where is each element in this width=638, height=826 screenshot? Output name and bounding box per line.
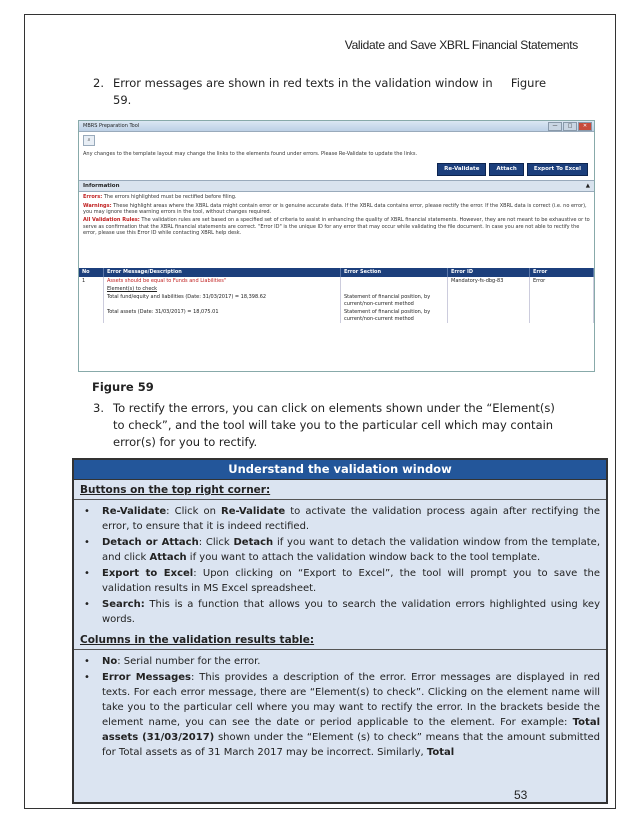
- table-row[interactable]: [79, 308, 594, 323]
- export-to-excel-button[interactable]: Export To Excel: [527, 163, 588, 175]
- attach-button[interactable]: Attach: [489, 163, 523, 175]
- table-row[interactable]: [79, 293, 594, 308]
- results-table: [79, 268, 594, 323]
- element-link[interactable]: Total fund/equity and liabilities (Date: 31/03/2017) = 18,398.62: [104, 293, 341, 308]
- step-number: 2.: [93, 76, 104, 90]
- info-box-title: Understand the validation window: [74, 460, 606, 480]
- list-item: • Export to Excel: Upon clicking on “Export to Excel”, the tool will prompt you to save the validation results in MS Excel spreadsheet.: [84, 568, 600, 594]
- warnings-label: Warnings:: [83, 202, 112, 209]
- errors-text: The errors highlighted must be rectified before filing.: [103, 194, 237, 201]
- column-header[interactable]: Error Message/Description: [104, 268, 341, 276]
- rules-text: The validation rules are set based on a specified set of criteria to assist in enhancing the quality of XBRL financial statements. However, they are not meant to be exhaustive or to serve as confirmation that the XBRL financial statements are correct. "Error ID" is the unique ID for any error that may occur while validating the file document. In case you are not able to rectify the error, please use this Error ID while contacting XBRL help desk.: [83, 217, 590, 237]
- cell-error: Error: [530, 277, 594, 285]
- element-check-label: Element(s) to check: [107, 286, 158, 293]
- running-header: Validate and Save XBRL Financial Statements: [344, 38, 578, 52]
- step-text: To rectify the errors, you can click on elements shown under the “Element(s): [113, 401, 555, 415]
- table-row[interactable]: [79, 277, 594, 285]
- information-header: [79, 180, 594, 192]
- cell-error-id: Mandatory-fs-dbg-83: [448, 277, 530, 285]
- minimize-button[interactable]: —: [548, 122, 562, 131]
- maximize-button[interactable]: □: [563, 122, 577, 131]
- re-validate-button[interactable]: Re-Validate: [437, 163, 486, 175]
- rules-label: All Validation Rules:: [83, 217, 140, 224]
- collapse-icon[interactable]: ▲: [585, 182, 590, 189]
- element-link[interactable]: Total assets (Date: 31/03/2017) = 18,075.01: [104, 308, 341, 323]
- list-item: • Error Messages: This provides a description of the error. Error messages are displayed in red texts. For each error message, there are “Element(s) to check”. Clicking on the element name will take you to the particular cell where you may want to rectify the error. In the brackets beside the element name, you can see the date or period applicable to the element. For example: Total assets (31/03/2017) shown under the “Element (s) to check” means that the amount submitted for Total assets as of 31 March 2017 may be incorrect. Similarly, Total: [84, 672, 600, 758]
- column-header[interactable]: No: [79, 268, 104, 276]
- window-title: MBRS Preparation Tool: [83, 122, 140, 129]
- figure-caption: Figure 59: [92, 380, 154, 394]
- close-button[interactable]: ✕: [578, 122, 592, 131]
- column-header[interactable]: Error ID: [448, 268, 530, 276]
- cell-message: Assets should be equal to Funds and Liabilities": [104, 277, 341, 285]
- cell-section: Statement of financial position, by current/non-current method: [341, 308, 448, 323]
- validation-window-screenshot: [78, 120, 595, 372]
- cell-section: Statement of financial position, by current/non-current method: [341, 293, 448, 308]
- columns-list: [74, 654, 606, 760]
- errors-label: Errors:: [83, 194, 103, 201]
- information-panel: [79, 192, 594, 268]
- section-heading: Buttons on the top right corner:: [80, 484, 271, 496]
- list-item: • Detach or Attach: Click Detach if you want to detach the validation window from the template, and click Attach if you want to attach the validation window back to the tool template.: [84, 537, 600, 563]
- step-text: error(s) for you to rectify.: [113, 435, 258, 449]
- step-number: 3.: [93, 401, 104, 415]
- list-item: • No: Serial number for the error.: [84, 656, 261, 667]
- list-item: • Search: This is a function that allows you to search the validation errors highlighted using key words.: [84, 599, 600, 625]
- search-icon[interactable]: ⌕: [83, 135, 95, 146]
- warnings-text: These highlight areas where the XBRL data might contain error or is genuine accurate data. If the XBRL data contains error, please rectify the error. If the XBRL data is correct (i.e. no error), you may ignore these warning errors in the tool, without changes required.: [83, 202, 587, 216]
- page-number: 53: [514, 788, 528, 802]
- step-text: 59.: [113, 93, 132, 107]
- info-box: [72, 458, 608, 804]
- column-header[interactable]: Error Section: [341, 268, 448, 276]
- column-header[interactable]: Error: [530, 268, 594, 276]
- information-title: Information: [83, 182, 120, 189]
- step-text: to check”, and the tool will take you to the particular cell which may contain: [113, 418, 554, 432]
- notice-text: Any changes to the template layout may change the links to the elements found under errors. Please Re-Validate to update the links.: [83, 151, 418, 157]
- window-titlebar: [79, 121, 594, 132]
- buttons-list: [74, 504, 606, 627]
- cell-no: 1: [79, 277, 104, 285]
- section-heading: Columns in the validation results table:: [80, 634, 315, 646]
- list-item: • Re-Validate: Click on Re-Validate to activate the validation process again after rectifying the error, to ensure that it is indeed rectified.: [84, 506, 600, 532]
- step-text: Error messages are shown in red texts in the validation window in Figure: [113, 76, 547, 90]
